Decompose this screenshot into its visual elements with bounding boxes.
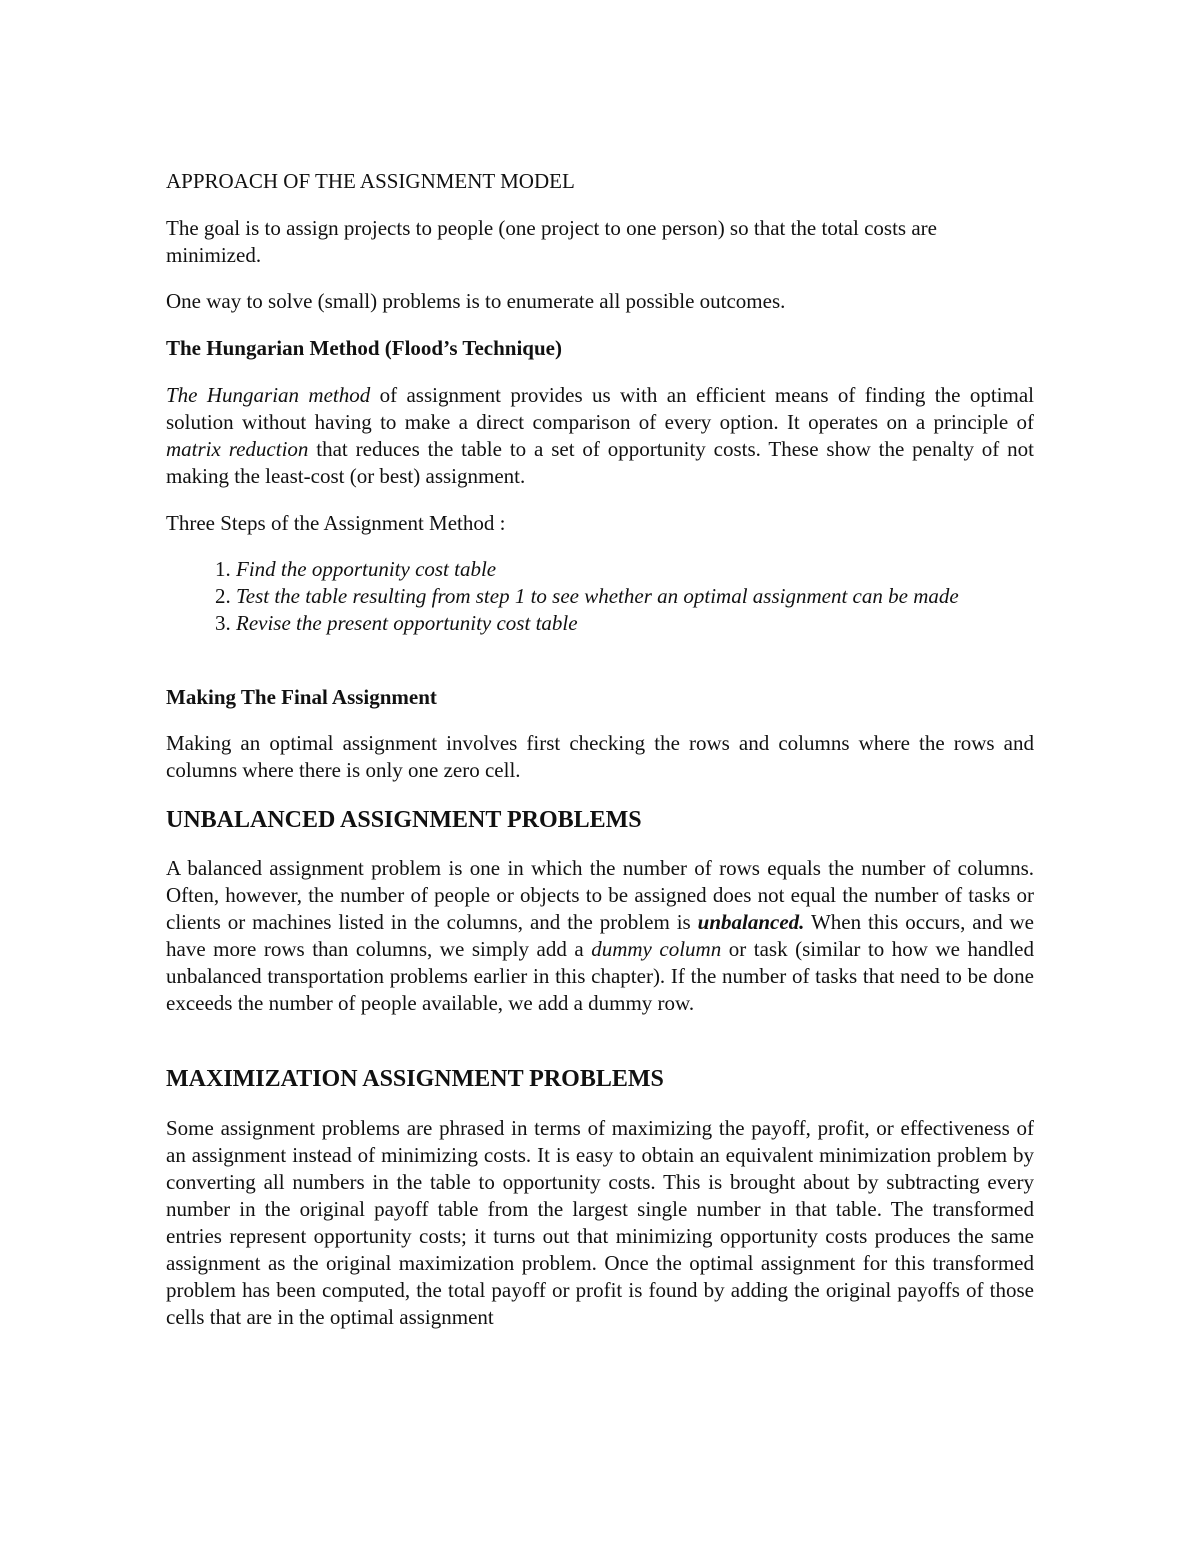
emphasis: The Hungarian method xyxy=(166,383,371,407)
emphasis: unbalanced. xyxy=(697,910,805,934)
enumerate-paragraph: One way to solve (small) problems is to enumerate all possible outcomes. xyxy=(166,289,786,313)
steps-intro: Three Steps of the Assignment Method : xyxy=(166,511,506,535)
list-item: 3. Revise the present opportunity cost table xyxy=(236,610,1104,637)
hungarian-heading: The Hungarian Method (Flood’s Technique) xyxy=(166,336,562,360)
text: of assignment provides us with an efficient means of finding the optimal solution without having to make a direct comparison of every option. It operates on a principle of xyxy=(166,383,1034,434)
text: that reduces the table to a set of opportunity costs. These show the penalty of not making the least-cost (or best) assignment. xyxy=(166,437,1035,488)
final-heading: Making The Final Assignment xyxy=(166,685,437,709)
final-paragraph: Making an optimal assignment involves first checking the rows and columns where the rows and columns where there is only one zero cell. xyxy=(166,731,1034,782)
unbalanced-paragraph xyxy=(166,855,1034,1017)
document-title: APPROACH OF THE ASSIGNMENT MODEL xyxy=(166,169,575,193)
maximization-heading: MAXIMIZATION ASSIGNMENT PROBLEMS xyxy=(166,1066,664,1092)
maximization-paragraph: Some assignment problems are phrased in terms of maximizing the payoff, profit, or effectiveness of an assignment instead of minimizing costs. It is easy to obtain an equivalent minimization problem by converting all numbers in the table to opportunity costs. This is brought about by subtracting every number in the original payoff table from the largest single number in that table. The transformed entries represent opportunity costs; it turns out that minimizing opportunity costs produces the same assignment as the original maximization problem. Once the optimal assignment for this transformed problem has been computed, the total payoff or profit is found by adding the original payoffs of those cells that are in the optimal assignment xyxy=(166,1116,1034,1329)
unbalanced-heading: UNBALANCED ASSIGNMENT PROBLEMS xyxy=(166,807,642,833)
text: or task (similar to how we handled unbalanced transportation problems earlier in this chapter). If the number of tasks that need to be done exceeds the number of people available, we add a dummy row. xyxy=(166,937,1034,1015)
emphasis: dummy column xyxy=(591,937,722,961)
hungarian-paragraph xyxy=(166,382,1034,490)
list-item: 2. Test the table resulting from step 1 to see whether an optimal assignment can be made xyxy=(236,583,1104,610)
emphasis: matrix reduction xyxy=(166,437,309,461)
text: When this occurs, and we have more rows than columns, we simply add a xyxy=(166,910,1034,961)
list-item: 1. Find the opportunity cost table xyxy=(236,556,1104,583)
steps-list xyxy=(166,556,1104,637)
goal-paragraph: The goal is to assign projects to people (one project to one person) so that the total costs are minimized. xyxy=(166,216,937,267)
text: A balanced assignment problem is one in which the number of rows equals the number of columns. Often, however, the number of people or objects to be assigned does not equal the number of tasks or clients or machines listed in the columns, and the problem is xyxy=(166,856,1034,934)
